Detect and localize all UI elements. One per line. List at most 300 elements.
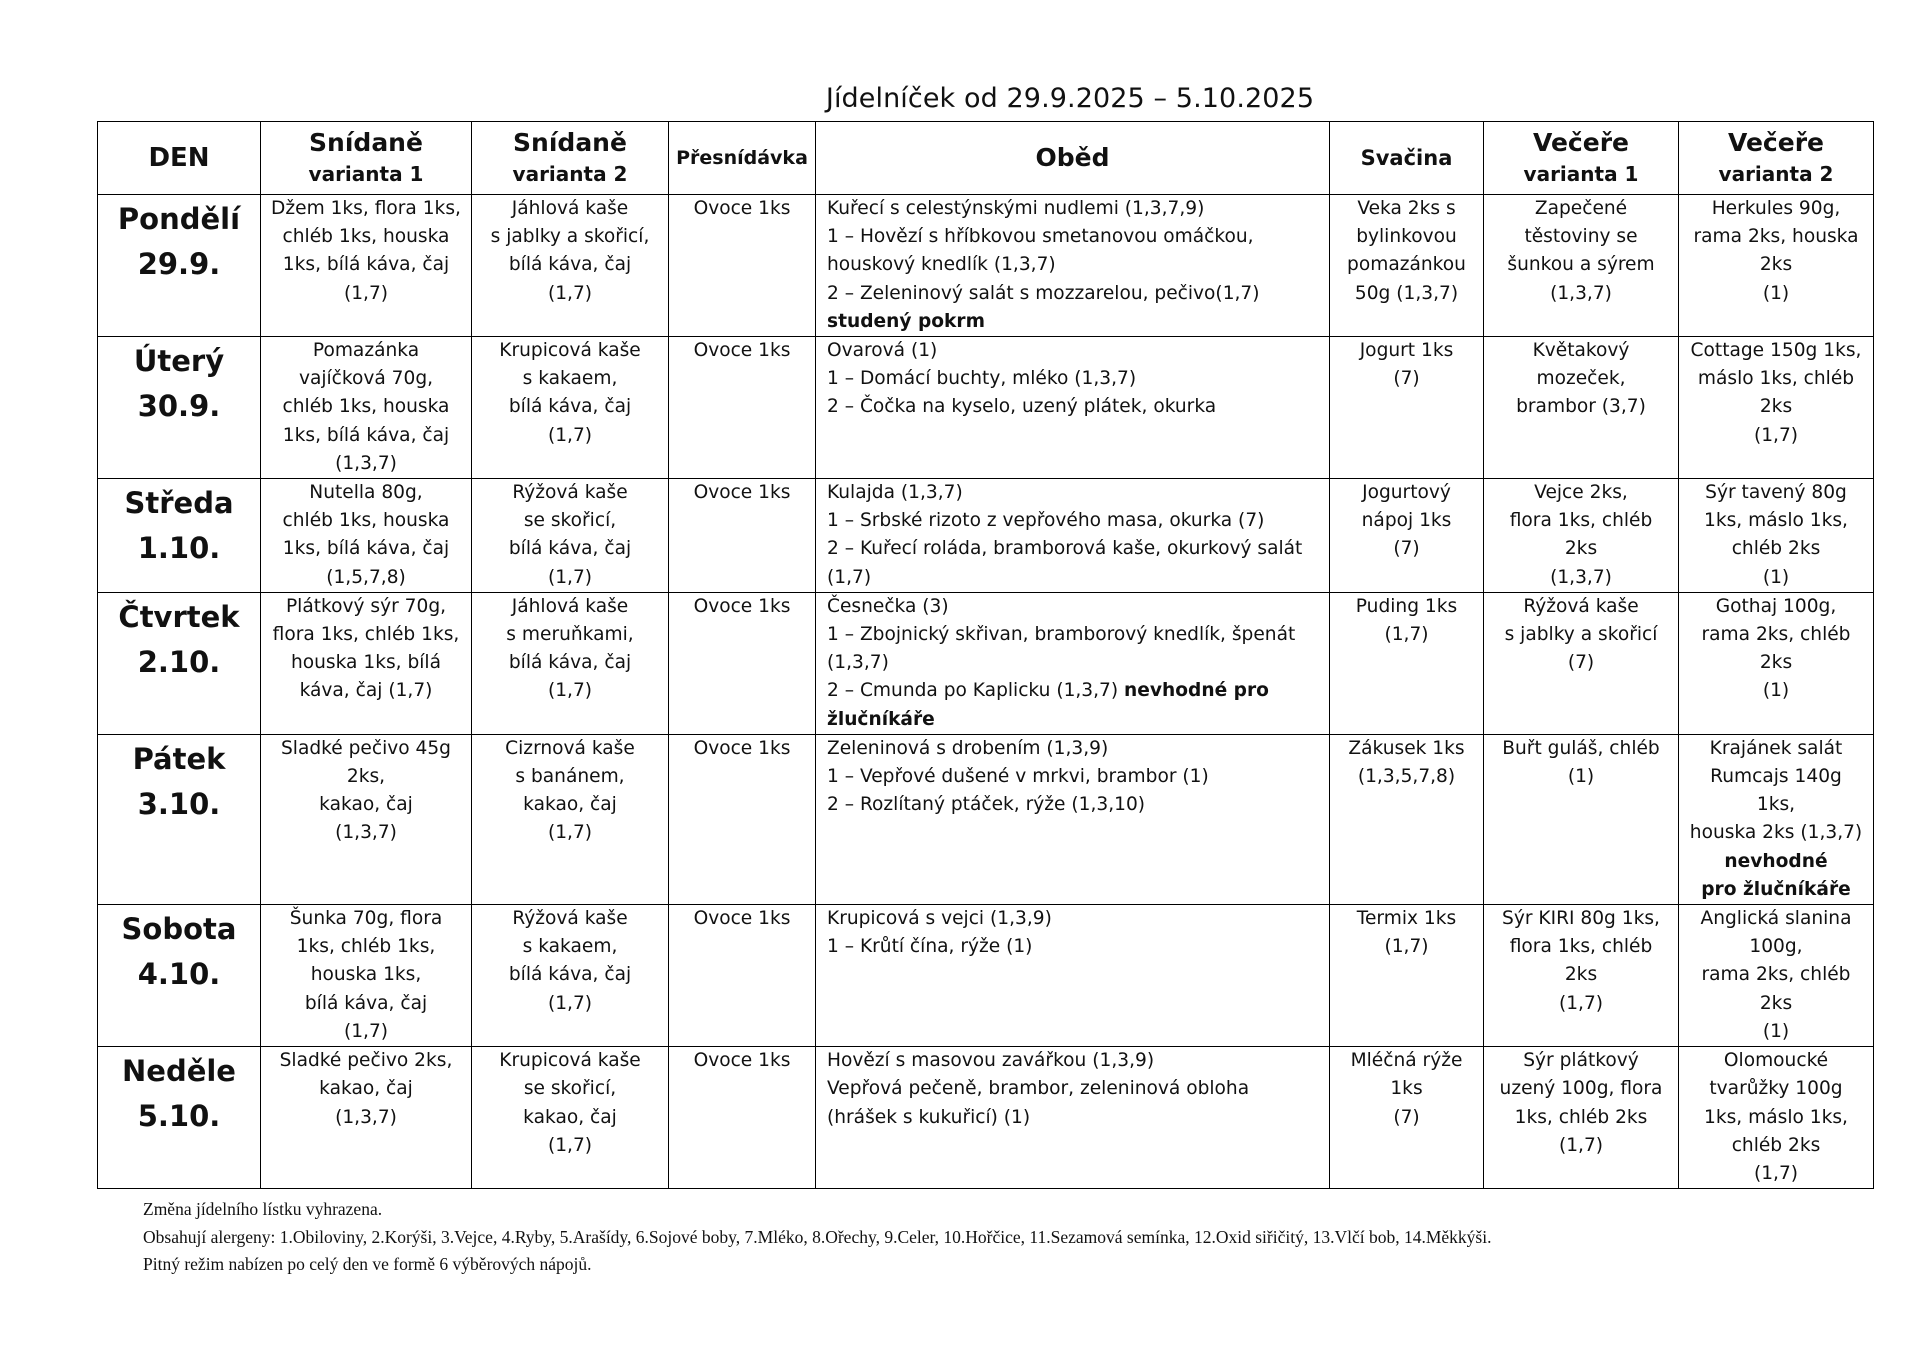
obed-line [827,593,1325,621]
presnidavka-cell [669,1047,816,1189]
cell-line [1330,1104,1483,1132]
day-cell [98,905,261,1047]
menu-text: 1ks, chléb 1ks, [296,936,436,958]
menu-text: 2ks [1759,254,1793,276]
cell-line [261,422,471,450]
menu-text: Cottage 150g 1ks, [1690,340,1862,362]
menu-text: (1,7) [343,282,389,304]
menu-text: (7) [1393,368,1420,390]
menu-text: bílá káva, čaj [508,396,632,418]
vecere-2-cell [1679,1047,1874,1189]
menu-row [98,592,1874,734]
cell-line [472,1104,668,1132]
cell-line [472,223,668,251]
obed-line [827,905,1325,933]
cell-line [1679,1104,1873,1132]
menu-text: kakao, čaj [319,1078,413,1100]
menu-text: bílá káva, čaj [508,254,632,276]
menu-text: káva, čaj (1,7) [299,680,433,702]
menu-text: Krupicová kaše [499,1050,641,1072]
menu-text: uzený 100g, flora [1499,1078,1663,1100]
vecere-2-cell [1679,905,1874,1047]
menu-text: Plátkový sýr 70g, [285,595,447,617]
menu-text: Jogurt 1ks [1359,340,1454,362]
cell-line [261,450,471,478]
obed-line [827,365,1325,393]
menu-text: Sýr tavený 80g [1705,482,1847,504]
menu-text: Herkules 90g, [1711,198,1841,219]
menu-text: (1) [1762,566,1790,588]
menu-text: (1,7) [1558,992,1604,1014]
cell-line [472,819,668,847]
menu-text: 2ks [1564,964,1598,986]
menu-text: kakao, čaj [319,794,413,816]
menu-text: s banánem, [515,766,625,788]
cell-line [261,337,471,365]
presnidavka-cell [669,905,816,1047]
svacina-cell [1330,592,1484,734]
vecere-2-cell [1679,592,1874,734]
svacina-cell [1330,479,1484,593]
menu-text: 1 – Vepřové dušené v mrkvi, brambor (1) [827,766,1209,788]
cell-line [669,593,815,621]
obed-cell [816,337,1330,479]
menu-row [98,1047,1874,1189]
menu-text: Ovarová (1) [827,340,938,362]
cell-line [1484,280,1678,308]
menu-text: Cizrnová kaše [505,737,635,759]
menu-text: Gothaj 100g, [1715,595,1837,617]
day-name: Pátek [132,741,226,776]
menu-text: 2ks [1759,652,1793,674]
cell-line [261,819,471,847]
menu-text: Hovězí s masovou zavářkou (1,3,9) [827,1050,1155,1072]
obed-line [827,706,1325,734]
menu-text: Rýžová kaše [1523,595,1639,617]
vecere-1-cell [1484,905,1679,1047]
presnidavka-cell [669,195,816,337]
cell-line [1679,763,1873,791]
header-vecere-2: Večeře varianta 2 [1679,122,1874,195]
menu-text: kakao, čaj [523,794,617,816]
menu-text: Ovoce 1ks [693,198,791,219]
obed-line [827,677,1325,705]
cell-line [1679,735,1873,763]
menu-text: šunkou a sýrem [1507,254,1655,276]
cell-line [472,280,668,308]
menu-text: (1) [1762,680,1790,702]
menu-text: flora 1ks, chléb [1509,936,1653,958]
menu-row [98,905,1874,1047]
cell-line [1330,479,1483,507]
cell-line [261,507,471,535]
cell-line [669,479,815,507]
cell-line [1484,195,1678,223]
menu-text: Nutella 80g, [309,482,423,504]
menu-text: těstoviny se [1524,226,1638,248]
cell-line [1484,479,1678,507]
snidane-1-cell [261,734,472,904]
cell-line [1484,905,1678,933]
cell-line [1679,990,1873,1018]
cell-line [1484,1047,1678,1075]
cell-line [261,763,471,791]
cell-line [1484,337,1678,365]
cell-line [1679,791,1873,819]
cell-line [1484,1075,1678,1103]
obed-line [827,1104,1325,1132]
cell-line [1679,677,1873,705]
cell-line [472,990,668,1018]
vecere-1-cell [1484,195,1679,337]
menu-text: (1) [1567,766,1595,788]
menu-text: houskový knedlík (1,3,7) [827,254,1056,276]
menu-text: (1,7) [547,680,593,702]
header-snidane-1: Snídaně varianta 1 [261,122,472,195]
presnidavka-cell [669,337,816,479]
menu-text: (1,7) [827,566,872,588]
menu-table [97,121,1874,1189]
obed-line [827,251,1325,279]
menu-text: (1,7) [1558,1134,1604,1156]
menu-text: 2ks [1759,992,1793,1014]
day-name: Neděle [122,1054,236,1089]
snidane-1-cell [261,337,472,479]
menu-text: Sladké pečivo 45g [280,737,451,759]
menu-text: nevhodné pro [1124,680,1269,702]
cell-line [1330,251,1483,279]
cell-line [1484,365,1678,393]
day-cell [98,195,261,337]
cell-line [261,1018,471,1046]
menu-text: Šunka 70g, flora [289,908,443,930]
cell-line [1330,223,1483,251]
menu-text: (7) [1567,652,1595,674]
menu-text: 50g (1,3,7) [1354,282,1459,304]
cell-line [472,393,668,421]
menu-text: Sýr plátkový [1523,1050,1639,1072]
menu-text: (1,7) [1753,1162,1799,1184]
obed-cell [816,479,1330,593]
menu-text: (1,7) [1384,936,1429,958]
snidane-2-cell [472,1047,669,1189]
obed-line [827,393,1325,421]
cell-line [1330,337,1483,365]
menu-text: nevhodné [1724,850,1828,872]
snidane-1-cell [261,905,472,1047]
snidane-2-cell [472,734,669,904]
header-vecere-1: Večeře varianta 1 [1484,122,1679,195]
menu-text: Sýr KIRI 80g 1ks, [1502,908,1660,930]
menu-text: 1ks, [1756,794,1796,816]
cell-line [1330,735,1483,763]
cell-line [1679,479,1873,507]
menu-text: Ovoce 1ks [693,340,791,362]
menu-text: bílá káva, čaj [508,964,632,986]
header-snidane-2: Snídaně varianta 2 [472,122,669,195]
vecere-1-cell [1484,479,1679,593]
menu-text: flora 1ks, chléb 1ks, [272,624,460,646]
presnidavka-cell [669,734,816,904]
cell-line [1679,593,1873,621]
header-obed: Oběd [816,122,1330,195]
menu-text: 2ks [1759,396,1793,418]
cell-line [261,621,471,649]
menu-text: Rýžová kaše [512,908,628,930]
obed-line [827,1075,1325,1103]
header-row [98,122,1874,195]
menu-text: 1ks, máslo 1ks, [1704,1106,1848,1128]
menu-text: Jogurtový [1362,482,1451,504]
cell-line [1330,280,1483,308]
menu-text: vajíčková 70g, [298,368,434,390]
cell-line [1484,251,1678,279]
menu-text: 2 – Cmunda po Kaplicku (1,3,7) [827,680,1125,702]
cell-line [1679,280,1873,308]
cell-line [669,1047,815,1075]
cell-line [1679,819,1873,847]
obed-line [827,479,1325,507]
menu-text: s jablky a skořicí [1504,624,1658,646]
menu-text: Rumcajs 140g [1710,766,1842,788]
day-cell [98,592,261,734]
cell-line [472,479,668,507]
menu-text: Zákusek 1ks [1348,737,1465,759]
header-den: DEN [98,122,261,195]
menu-text: nápoj 1ks [1361,510,1452,532]
menu-text: 100g, [1749,936,1803,958]
cell-line [1330,905,1483,933]
menu-text: Anglická slanina [1700,908,1852,930]
cell-line [1330,195,1483,223]
cell-line [472,961,668,989]
presnidavka-cell [669,592,816,734]
menu-text: (1) [1762,282,1790,304]
menu-text: houska 2ks (1,3,7) [1689,822,1863,844]
menu-text: flora 1ks, chléb [1509,510,1653,532]
menu-text: s kakaem, [522,936,618,958]
menu-text: Krajánek salát [1709,737,1843,759]
obed-line [827,763,1325,791]
menu-text: Ovoce 1ks [693,1050,791,1072]
cell-line [472,593,668,621]
menu-text: 2ks, [346,766,386,788]
cell-line [261,905,471,933]
cell-line [1679,393,1873,421]
vecere-1-cell [1484,592,1679,734]
footer-note-change: Změna jídelního lístku vyhrazena. [143,1199,383,1219]
cell-line [1679,365,1873,393]
menu-text: rama 2ks, chléb [1701,964,1851,986]
cell-line [1679,961,1873,989]
cell-line [1679,1075,1873,1103]
menu-text: (1,7) [547,282,593,304]
cell-line [261,593,471,621]
vecere-2-cell [1679,337,1874,479]
cell-line [1484,735,1678,763]
cell-line [472,677,668,705]
day-date: 5.10. [137,1099,221,1134]
menu-text: (1,3,7) [1550,282,1612,304]
cell-line [1679,848,1873,876]
vecere-2-cell [1679,195,1874,337]
menu-text: pro žlučníkáře [1701,878,1851,900]
menu-text: (1,7) [343,1020,389,1042]
obed-line [827,791,1325,819]
menu-row [98,479,1874,593]
obed-line [827,280,1325,308]
snidane-2-cell [472,905,669,1047]
cell-line [1330,507,1483,535]
cell-line [261,1104,471,1132]
obed-line [827,649,1325,677]
cell-line [1484,393,1678,421]
cell-line [261,195,471,223]
menu-text: chléb 1ks, houska [282,226,450,248]
footer-note-allergens: Obsahují alergeny: 1.Obiloviny, 2.Korýši, 3.Vejce, 4.Ryby, 5.Arašídy, 6.Sojové boby, 7.Mléko, 8.Ořechy, 9.Celer, 10.Hořčice, 11.Sezamová semínka, 12.Oxid siřičitý, 13.Vlčí bob, 14.Měkkýši. [143,1226,1492,1247]
day-name: Sobota [121,912,237,947]
menu-text: Termix 1ks [1356,908,1457,930]
menu-text: s meruňkami, [506,624,634,646]
cell-line [261,677,471,705]
menu-text: rama 2ks, chléb [1701,624,1851,646]
obed-line [827,223,1325,251]
cell-line [1679,1132,1873,1160]
menu-text: (1,7) [547,1134,593,1156]
obed-cell [816,734,1330,904]
menu-text: Jáhlová kaše [511,198,629,219]
menu-text: 2 – Kuřecí roláda, bramborová kaše, okurkový salát [827,538,1303,560]
cell-line [1679,1018,1873,1046]
menu-text: Veka 2ks s [1357,198,1456,219]
menu-row [98,734,1874,904]
menu-text: kakao, čaj [523,1106,617,1128]
cell-line [261,564,471,592]
menu-text: Krupicová kaše [499,340,641,362]
cell-line [1484,535,1678,563]
menu-text: s jablky a skořicí, [490,226,650,248]
cell-line [669,735,815,763]
menu-text: Krupicová s vejci (1,3,9) [827,908,1052,930]
menu-text: (1,3,7) [1550,566,1612,588]
cell-line [1484,961,1678,989]
menu-text: s kakaem, [522,368,618,390]
header-presnidavka: Přesnídávka [669,122,816,195]
menu-text: houska 1ks, [310,964,422,986]
cell-line [669,337,815,365]
menu-text: Rýžová kaše [512,482,628,504]
day-cell [98,337,261,479]
cell-line [1484,933,1678,961]
menu-text: Ovoce 1ks [693,482,791,504]
menu-text: 1ks, bílá káva, čaj [282,254,450,276]
cell-line [669,905,815,933]
menu-text: 2 – Zeleninový salát s mozzarelou, pečivo(1,7) [827,282,1260,304]
vecere-1-cell [1484,734,1679,904]
cell-line [1679,223,1873,251]
menu-text: Puding 1ks [1355,595,1458,617]
day-date: 2.10. [137,644,221,679]
cell-line [669,195,815,223]
menu-text: Olomoucké [1723,1050,1829,1072]
menu-text: (1,3,7) [827,652,889,674]
cell-line [472,763,668,791]
cell-line [472,195,668,223]
cell-line [261,1047,471,1075]
day-name: Pondělí [117,202,241,236]
cell-line [1679,1047,1873,1075]
cell-line [1484,1104,1678,1132]
cell-line [261,791,471,819]
menu-text: pomazánkou [1347,254,1466,276]
cell-line [472,251,668,279]
menu-text: Ovoce 1ks [693,737,791,759]
menu-text: (1,7) [547,566,593,588]
snidane-1-cell [261,1047,472,1189]
page-title: Jídelníček od 29.9.2025 – 5.10.2025 [825,83,1315,114]
svacina-cell [1330,337,1484,479]
day-date: 30.9. [137,389,221,424]
cell-line [261,280,471,308]
menu-text: Zeleninová s drobením (1,3,9) [827,737,1109,759]
day-date: 1.10. [137,531,221,566]
svacina-cell [1330,195,1484,337]
cell-line [1679,933,1873,961]
menu-text: 2 – Rozlítaný ptáček, rýže (1,3,10) [827,794,1146,816]
menu-text: Sladké pečivo 2ks, [279,1050,453,1072]
cell-line [1484,1132,1678,1160]
cell-line [1484,649,1678,677]
day-date: 29.9. [137,247,221,281]
cell-line [261,365,471,393]
footer-notes [143,1196,1491,1279]
day-name: Středa [124,486,234,521]
vecere-2-cell [1679,734,1874,904]
cell-line [472,621,668,649]
menu-text: (7) [1393,1106,1420,1128]
cell-line [1679,195,1873,223]
day-name: Úterý [133,344,225,379]
cell-line [261,933,471,961]
menu-text: (hrášek s kukuřicí) (1) [827,1106,1031,1128]
menu-text: 1 – Srbské rizoto z vepřového masa, okurka (7) [827,510,1265,532]
header-svacina: Svačina [1330,122,1484,195]
obed-line [827,735,1325,763]
cell-line [1679,621,1873,649]
day-date: 3.10. [137,786,221,821]
footer-note-drinks: Pitný režim nabízen po celý den ve formě 6 výběrových nápojů. [143,1254,592,1275]
menu-text: 1ks [1390,1078,1423,1100]
menu-text: 1ks, bílá káva, čaj [282,424,450,446]
cell-line [1679,337,1873,365]
cell-line [472,422,668,450]
menu-text: Zapečené [1534,198,1628,219]
cell-line [1484,593,1678,621]
cell-line [1484,763,1678,791]
menu-text: (1,7) [1384,624,1429,646]
menu-text: (1,3,7) [335,452,397,474]
cell-line [261,1075,471,1103]
cell-line [261,735,471,763]
cell-line [1330,933,1483,961]
cell-line [1679,1160,1873,1188]
menu-text: 1ks, chléb 2ks [1514,1106,1648,1128]
cell-line [1484,223,1678,251]
cell-line [1484,621,1678,649]
menu-text: 1 – Hovězí s hříbkovou smetanovou omáčkou, [827,226,1254,248]
menu-text: mozeček, [1536,368,1626,390]
cell-line [261,479,471,507]
